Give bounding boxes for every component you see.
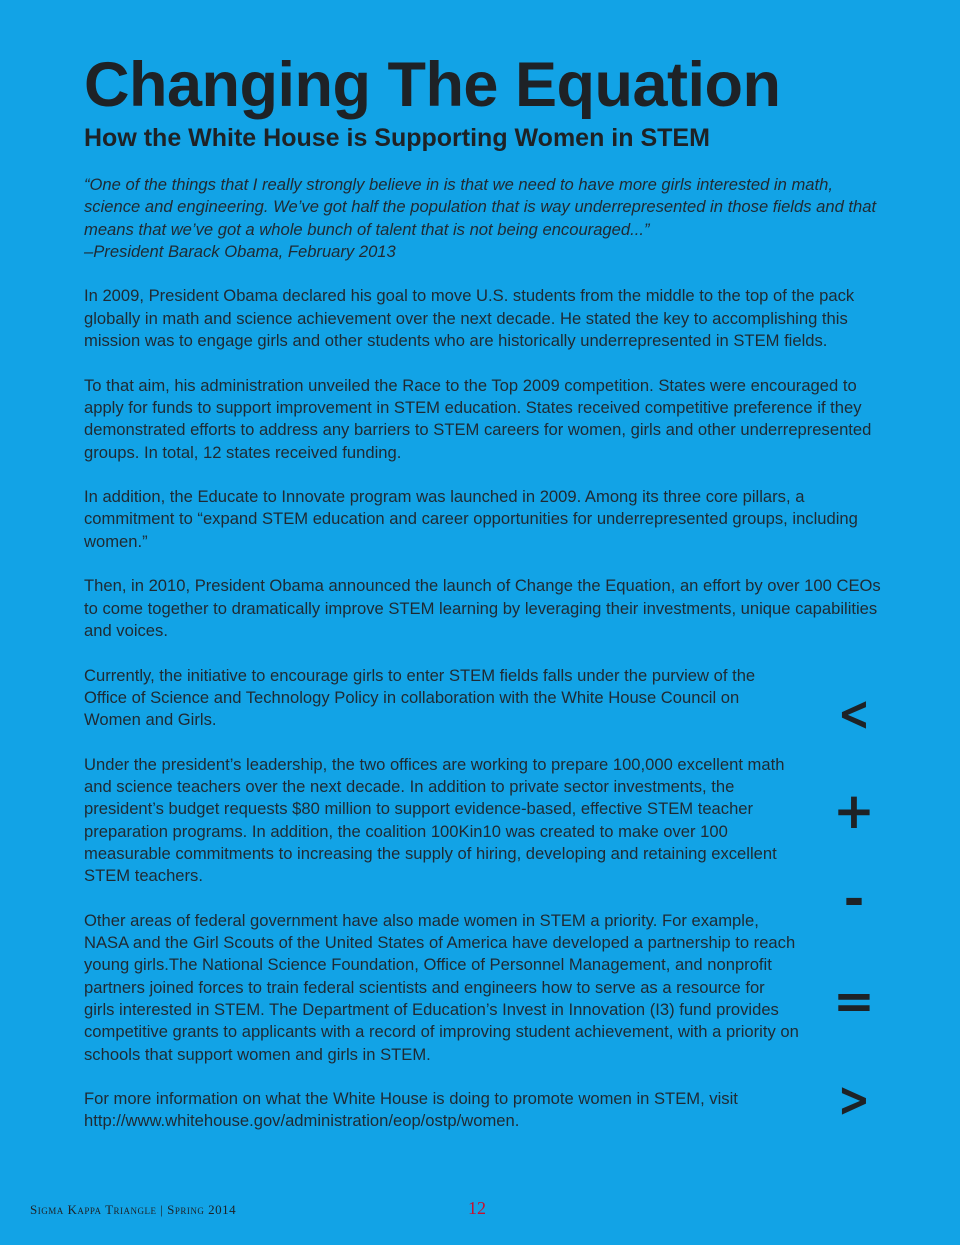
paragraph-change-the-equation: Then, in 2010, President Obama announced the launch of Change the Equation, an effort by over 100 CEOs to come together to dramatically improve STEM learning by leveraging their investments, unique capabilities and voices. (84, 576, 881, 640)
article-subtitle: How the White House is Supporting Women in STEM (84, 124, 710, 152)
paragraph-race-to-top: To that aim, his administration unveiled the Race to the Top 2009 competition. States were encouraged to apply for funds to support improvement in STEM education. States received competitive preference if they demonstrated efforts to address any barriers to STEM careers for women, girls and other underrepresented groups. In total, 12 states received funding. (84, 375, 872, 462)
paragraph-ostp: Currently, the initiative to encourage girls to enter STEM fields falls under the purview of the Office of Science and Technology Policy in collaboration with the White House Council on Women and Girls. (84, 665, 756, 730)
quote-text: “One of the things that I really strongly believe in is that we need to have more girls interested in math, science and engineering. We’ve got half the population that is way underrepresented in those fields and that means that we’ve got a whole bunch of talent that is not being encouraged...” (84, 175, 877, 239)
greater-than-symbol: > (837, 1072, 871, 1128)
paragraph-teachers: Under the president’s leadership, the two offices are working to prepare 100,000 excellent math and science teachers over the next decade. In addition to private sector investments, the president’s budget requests $80 million to support evidence-based, effective STEM teacher preparation programs. In addition, the coalition 100Kin10 was created to make over 100 measurable commitments to increasing the supply of hiring, developing and retaining excellent STEM teachers. (84, 754, 785, 886)
paragraph-educate-to-innovate: In addition, the Educate to Innovate program was launched in 2009. Among its three core pillars, a commitment to “expand STEM education and career opportunities for underrepresented groups, including women.” (84, 487, 858, 551)
page-number: 12 (468, 1198, 486, 1218)
math-symbols-column (826, 686, 882, 1130)
plus-symbol: + (833, 782, 875, 840)
less-than-symbol: < (837, 686, 871, 742)
paragraph-more-info: For more information on what the White House is doing to promote women in STEM, visit http://www.whitehouse.gov/administration/eop/ostp/women. (84, 1089, 738, 1131)
article-title: Changing The Equation (84, 50, 781, 120)
minus-symbol: - (843, 870, 865, 928)
publication-footer: Sigma Kappa Triangle | Spring 2014 (30, 1202, 237, 1217)
article-body (84, 174, 884, 1155)
paragraph-2009-goal: In 2009, President Obama declared his goal to move U.S. students from the middle to the top of the pack globally in math and science achievement over the next decade. He stated the key to accomplishing this mission was to engage girls and other students who are historically underrepresented in STEM fields. (84, 286, 855, 351)
equals-symbol: = (833, 972, 875, 1030)
quote-attribution: –President Barack Obama, February 2013 (84, 241, 396, 261)
paragraph-federal-areas: Other areas of federal government have also made women in STEM a priority. For example, NASA and the Girl Scouts of the United States of America have developed a partnership to reach young girls.The National Science Foundation, Office of Personnel Management, and nonprofit partners joined forces to train federal scientists and engineers how to serve as a resource for girls interested in STEM. The Department of Education’s Invest in Innovation (I3) fund provides competitive grants to applicants with a record of improving student achievement, with a priority on schools that support women and girls in STEM. (84, 910, 799, 1064)
obama-quote (84, 174, 884, 263)
